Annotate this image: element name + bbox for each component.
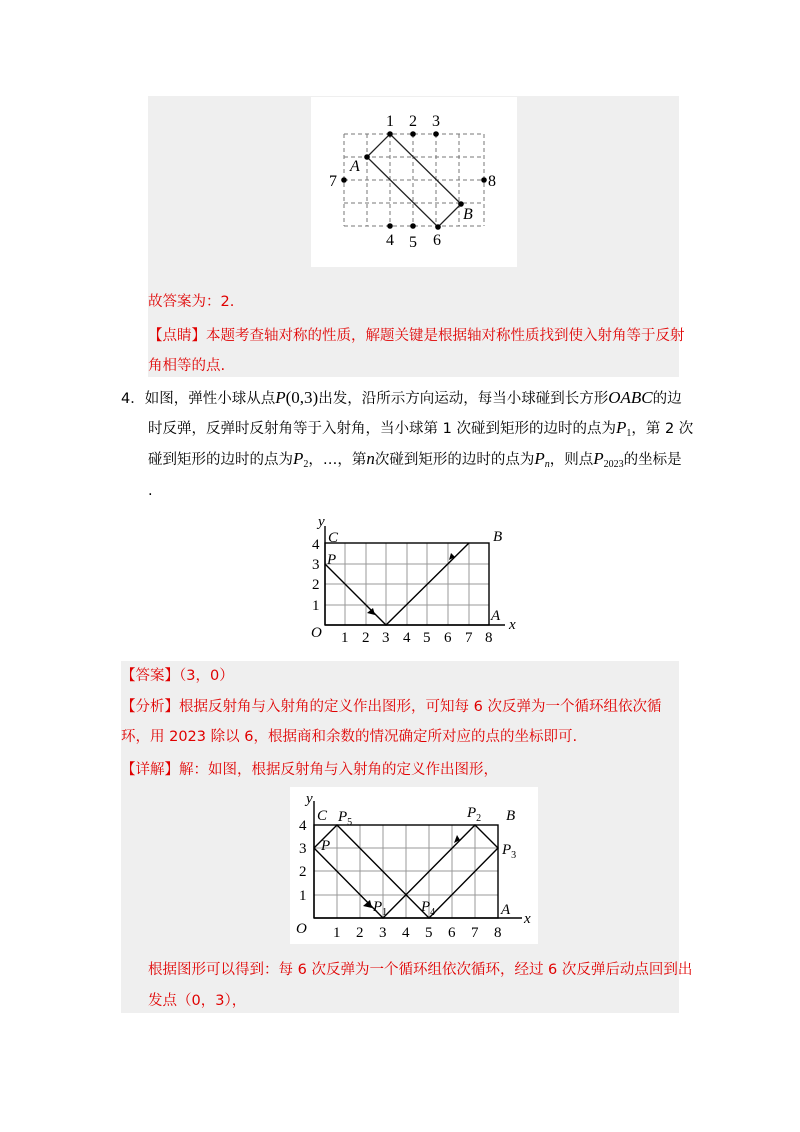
comment-line-1 [148, 326, 685, 346]
fig1-ytick: 4 [312, 537, 320, 553]
answer-value: （3，0） [179, 668, 234, 684]
grid-label-A: A [350, 158, 360, 175]
fig1-xtick: 8 [485, 630, 493, 646]
fig1-origin: O [311, 625, 322, 641]
fig2-xtick: 3 [379, 925, 387, 941]
figure-1 [305, 512, 530, 647]
question-4-line-4: . [148, 483, 153, 499]
comment-tag: 【点睛】 [148, 328, 206, 344]
fig2-ytick: 4 [299, 818, 307, 834]
fig2-xtick: 1 [333, 925, 341, 941]
fig2-xtick: 2 [356, 925, 364, 941]
fig2-xtick: 8 [494, 925, 502, 941]
fig1-xtick: 6 [444, 630, 452, 646]
grid-label-1: 1 [386, 113, 394, 130]
grid-label-4: 4 [386, 232, 394, 249]
grid-label-5: 5 [409, 234, 417, 251]
fig1-y-label: y [318, 514, 325, 530]
fig2-y-label: y [306, 791, 313, 807]
fig2-B: B [506, 808, 516, 824]
conclusion-line-2: 发点（0，3）， [148, 993, 247, 1009]
fig1-x-label: x [509, 617, 516, 633]
fig1-xtick: 3 [382, 630, 390, 646]
detail-tag: 【详解】 [121, 762, 179, 778]
conclusion-line-1: 根据图形可以得到：每 6 次反弹为一个循环组依次循环，经过 6 次反弹后动点回到出 [148, 962, 693, 978]
answer-tag: 【答案】 [121, 668, 179, 684]
fig2-P: P [321, 838, 331, 854]
fig1-xtick: 4 [403, 630, 411, 646]
fig1-ytick: 1 [312, 598, 320, 614]
detail-line: 【详解】解：如图，根据反射角与入射角的定义作出图形， [121, 762, 498, 778]
fig2-ytick: 3 [299, 841, 307, 857]
fig2-xtick: 7 [471, 925, 479, 941]
fig1-xtick: 7 [465, 630, 473, 646]
fig2-P3: $P_3$ [502, 842, 517, 861]
fig1-ytick: 3 [312, 557, 320, 573]
fig1-xtick: 5 [423, 630, 431, 646]
figure-2 [290, 787, 538, 944]
fig2-P4: $P_4$ [421, 899, 436, 918]
question-4-line-1: 4．如图，弹性小球从点P(0,3)出发，沿所示方向运动，每当小球碰到长方形OABC的边 [121, 388, 682, 407]
grid-label-7: 7 [329, 173, 337, 190]
question-4-line-3: 碰到矩形的边时的点为$P_2$，…，第n次碰到矩形的边时的点为$P_n$，则点$P_{2023}$的坐标是 [148, 449, 682, 470]
fig2-origin: O [296, 921, 307, 937]
analysis-tag: 【分析】 [121, 699, 179, 715]
fig2-C: C [317, 808, 328, 824]
analysis-line-2: 环，用 2023 除以 6，根据商和余数的情况确定所对应的点的坐标即可. [121, 729, 578, 745]
fig2-A: A [501, 902, 511, 918]
fig1-A: A [491, 608, 501, 624]
fig2-xtick: 4 [402, 925, 410, 941]
fig2-ytick: 1 [299, 888, 307, 904]
grid-label-B: B [463, 206, 473, 223]
question-number: 4． [121, 391, 145, 407]
analysis-line-1: 【分析】根据反射角与入射角的定义作出图形，可知每 6 次反弹为一个循环组依次循 [121, 699, 662, 715]
comment-line-2: 角相等的点. [148, 358, 226, 374]
fig1-C: C [328, 530, 339, 546]
fig1-P: P [327, 552, 337, 568]
fig2-ytick: 2 [299, 864, 307, 880]
fig2-P5: $P_5$ [338, 809, 353, 828]
grid-label-8: 8 [488, 173, 496, 190]
grid-label-6: 6 [433, 232, 441, 249]
fig2-P1: $P_1$ [373, 899, 388, 918]
answer-line: 故答案为：2. [148, 294, 235, 310]
grid-label-2: 2 [409, 113, 417, 130]
fig1-ytick: 2 [312, 577, 320, 593]
comment-text-1: 本题考查轴对称的性质，解题关键是根据轴对称性质找到使入射角等于反射 [206, 328, 685, 344]
fig2-x-label: x [524, 911, 531, 927]
fig2-xtick: 6 [448, 925, 456, 941]
answer-row [121, 666, 234, 686]
fig2-xtick: 5 [425, 925, 433, 941]
fig1-B: B [493, 529, 503, 545]
fig1-xtick: 2 [362, 630, 370, 646]
fig2-P2: $P_2$ [467, 805, 482, 824]
grid-figure [311, 97, 517, 267]
question-4-line-2: 时反弹，反弹时反射角等于入射角，当小球第 1 次碰到矩形的边时的点为$P_1$，第 2 次 [148, 418, 694, 439]
grid-label-3: 3 [432, 113, 440, 130]
fig1-xtick: 1 [341, 630, 349, 646]
